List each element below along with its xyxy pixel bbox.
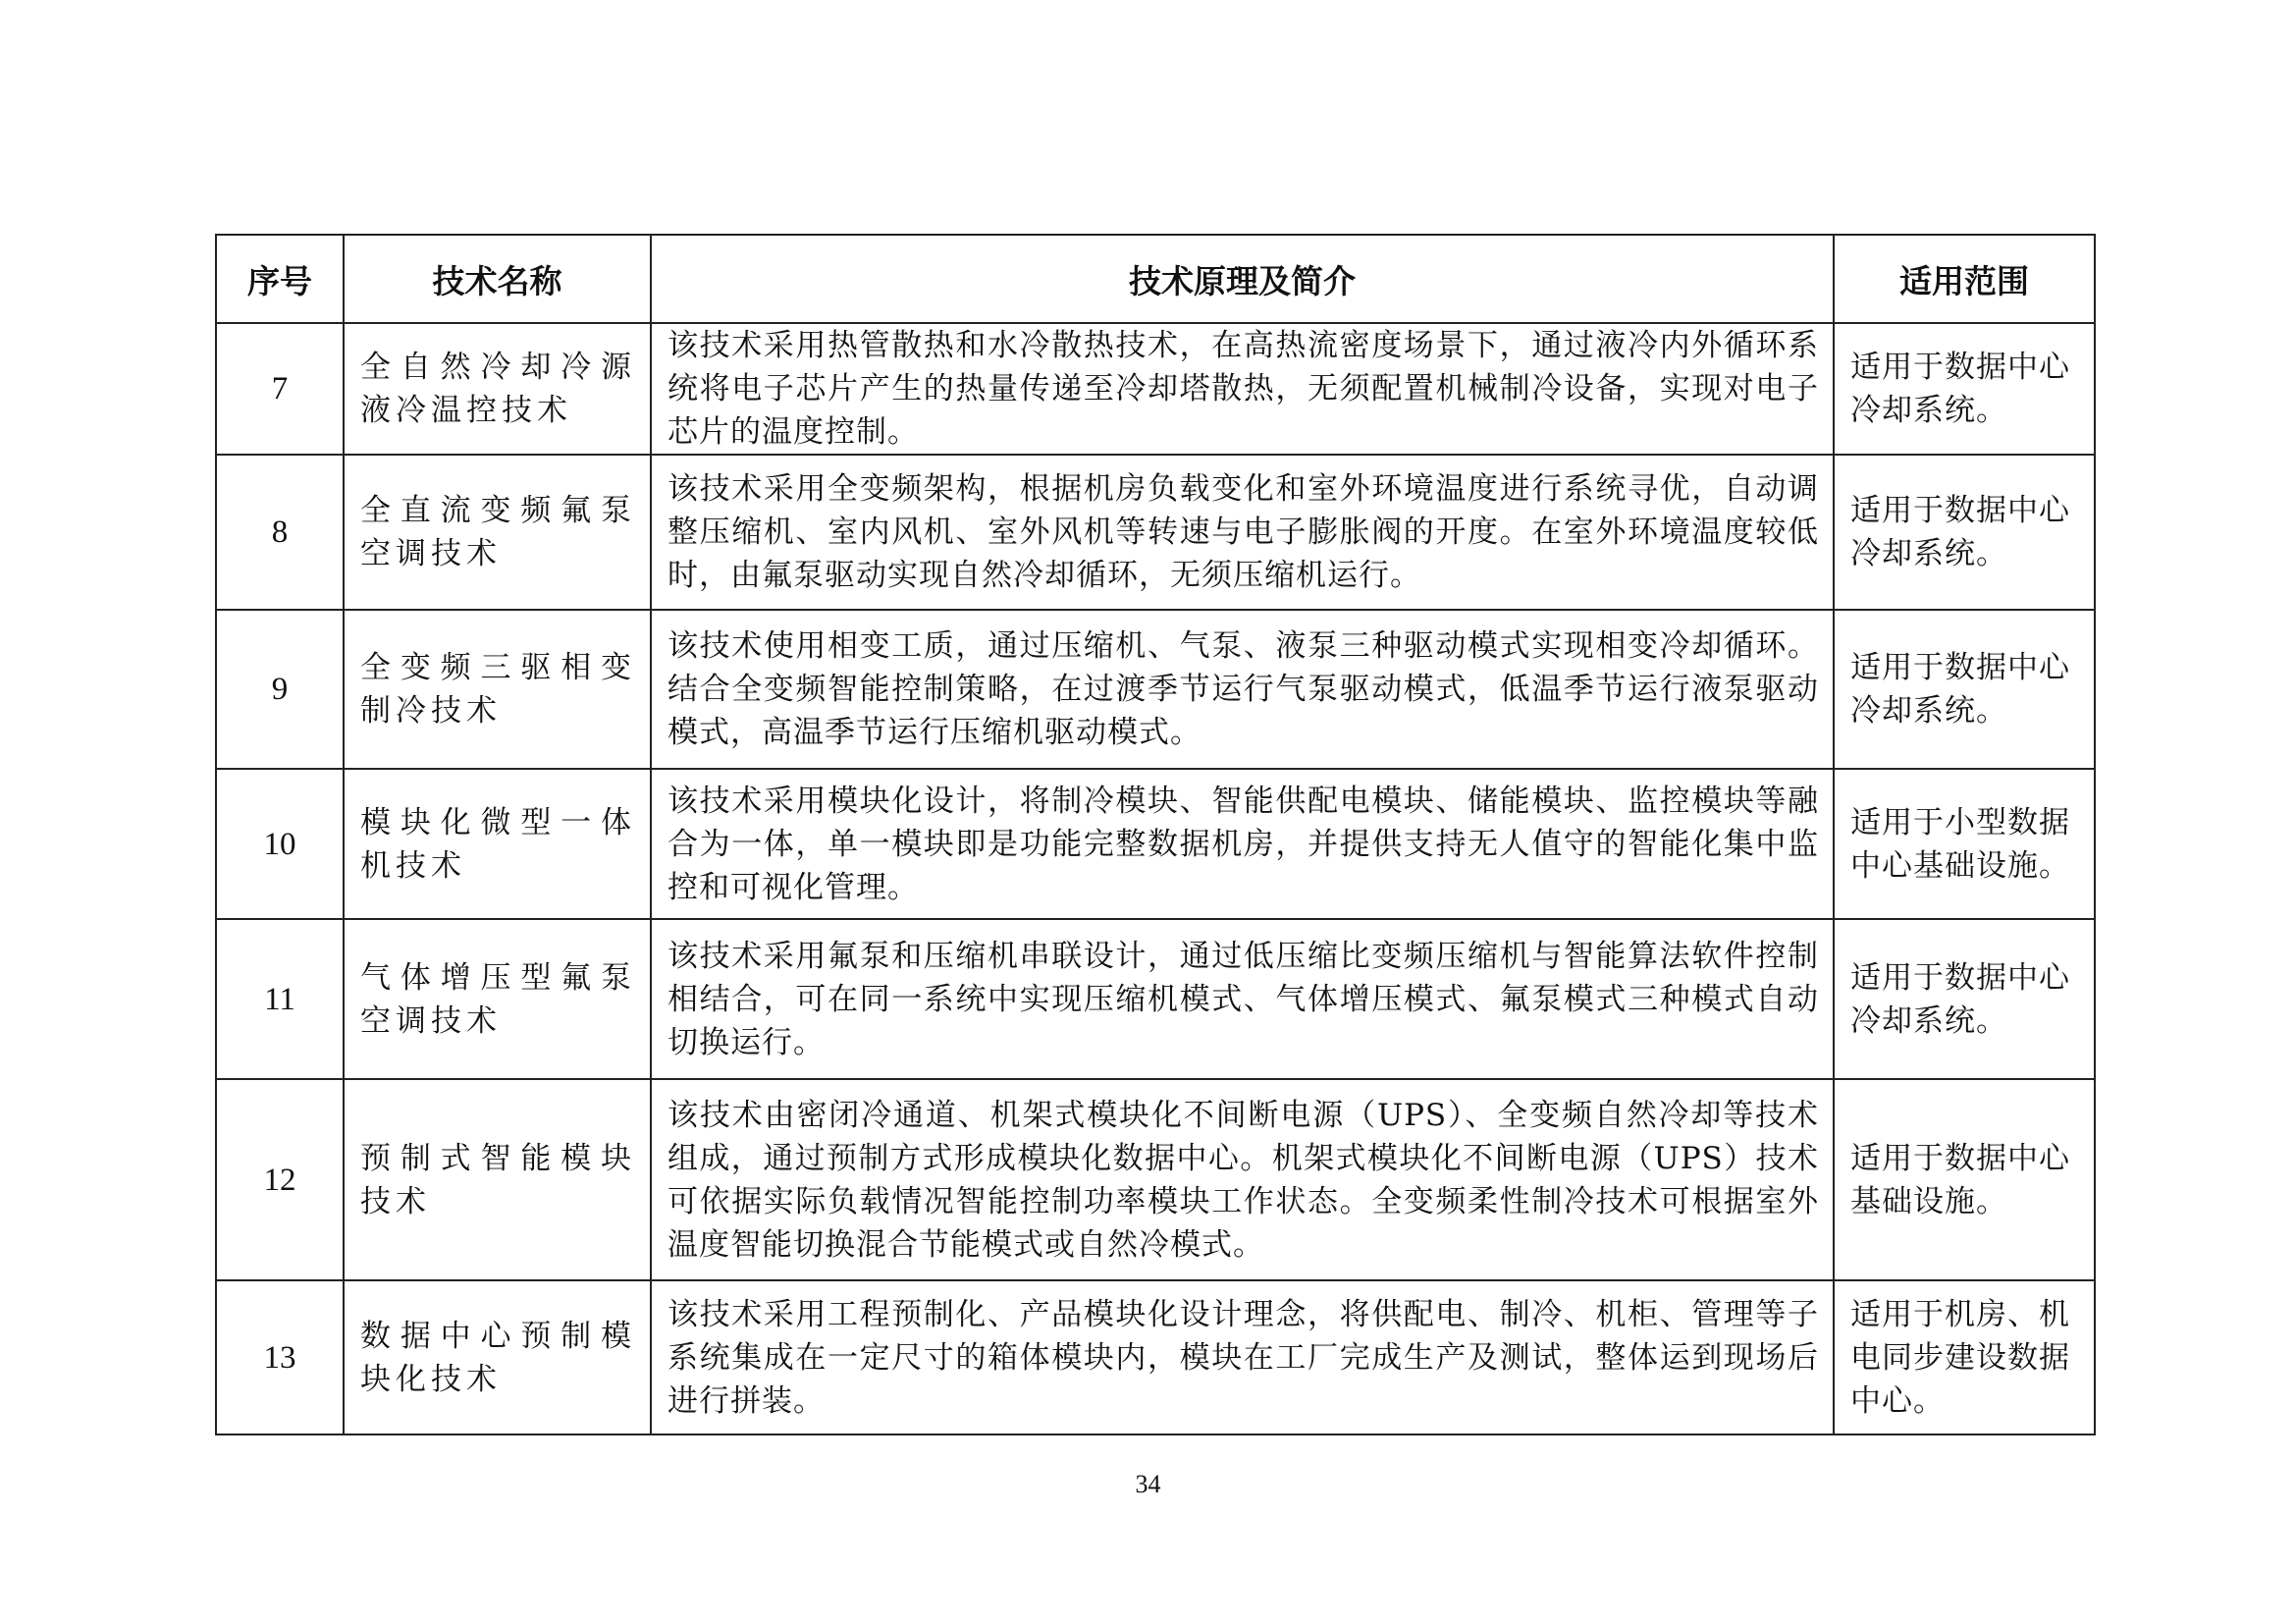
- table-row: [216, 1079, 2095, 1280]
- row-name: 预制式智能模块技术: [344, 1079, 651, 1280]
- header-description: 技术原理及简介: [651, 235, 1834, 323]
- header-index: 序号: [216, 235, 344, 323]
- row-index: 11: [216, 919, 344, 1079]
- row-index: 9: [216, 610, 344, 769]
- table-row: [216, 455, 2095, 610]
- row-description: 该技术采用氟泵和压缩机串联设计，通过低压缩比变频压缩机与智能算法软件控制相结合，可在同一系统中实现压缩机模式、气体增压模式、氟泵模式三种模式自动切换运行。: [651, 919, 1834, 1079]
- row-index: 10: [216, 769, 344, 919]
- page-number: 34: [1135, 1470, 1161, 1498]
- row-index: 13: [216, 1280, 344, 1435]
- row-scope: 适用于机房、机电同步建设数据中心。: [1834, 1280, 2095, 1435]
- table-row: [216, 919, 2095, 1079]
- row-index: 8: [216, 455, 344, 610]
- header-scope: 适用范围: [1834, 235, 2095, 323]
- row-name: 模块化微型一体机技术: [344, 769, 651, 919]
- row-name: 气体增压型氟泵空调技术: [344, 919, 651, 1079]
- row-name: 数据中心预制模块化技术: [344, 1280, 651, 1435]
- row-description: 该技术采用模块化设计，将制冷模块、智能供配电模块、储能模块、监控模块等融合为一体，单一模块即是功能完整数据机房，并提供支持无人值守的智能化集中监控和可视化管理。: [651, 769, 1834, 919]
- row-index: 12: [216, 1079, 344, 1280]
- row-description: 该技术采用热管散热和水冷散热技术，在高热流密度场景下，通过液冷内外循环系统将电子芯片产生的热量传递至冷却塔散热，无须配置机械制冷设备，实现对电子芯片的温度控制。: [651, 323, 1834, 455]
- table-row: [216, 610, 2095, 769]
- row-scope: 适用于小型数据中心基础设施。: [1834, 769, 2095, 919]
- row-scope: 适用于数据中心冷却系统。: [1834, 455, 2095, 610]
- row-description: 该技术采用工程预制化、产品模块化设计理念，将供配电、制冷、机柜、管理等子系统集成在一定尺寸的箱体模块内，模块在工厂完成生产及测试，整体运到现场后进行拼装。: [651, 1280, 1834, 1435]
- row-scope: 适用于数据中心冷却系统。: [1834, 919, 2095, 1079]
- row-scope: 适用于数据中心冷却系统。: [1834, 610, 2095, 769]
- table-row: [216, 769, 2095, 919]
- row-scope: 适用于数据中心冷却系统。: [1834, 323, 2095, 455]
- row-description: 该技术由密闭冷通道、机架式模块化不间断电源（UPS）、全变频自然冷却等技术组成，通过预制方式形成模块化数据中心。机架式模块化不间断电源（UPS）技术可依据实际负载情况智能控制功率模块工作状态。全变频柔性制冷技术可根据室外温度智能切换混合节能模式或自然冷模式。: [651, 1079, 1834, 1280]
- table-row: [216, 1280, 2095, 1435]
- table-row: [216, 323, 2095, 455]
- header-name: 技术名称: [344, 235, 651, 323]
- row-description: 该技术使用相变工质，通过压缩机、气泵、液泵三种驱动模式实现相变冷却循环。结合全变频智能控制策略，在过渡季节运行气泵驱动模式，低温季节运行液泵驱动模式，高温季节运行压缩机驱动模式。: [651, 610, 1834, 769]
- technology-table: [215, 234, 2096, 1435]
- row-name: 全直流变频氟泵空调技术: [344, 455, 651, 610]
- row-name: 全自然冷却冷源液冷温控技术: [344, 323, 651, 455]
- row-index: 7: [216, 323, 344, 455]
- row-description: 该技术采用全变频架构，根据机房负载变化和室外环境温度进行系统寻优，自动调整压缩机、室内风机、室外风机等转速与电子膨胀阀的开度。在室外环境温度较低时，由氟泵驱动实现自然冷却循环，无须压缩机运行。: [651, 455, 1834, 610]
- row-name: 全变频三驱相变制冷技术: [344, 610, 651, 769]
- table-header-row: [216, 235, 2095, 323]
- row-scope: 适用于数据中心基础设施。: [1834, 1079, 2095, 1280]
